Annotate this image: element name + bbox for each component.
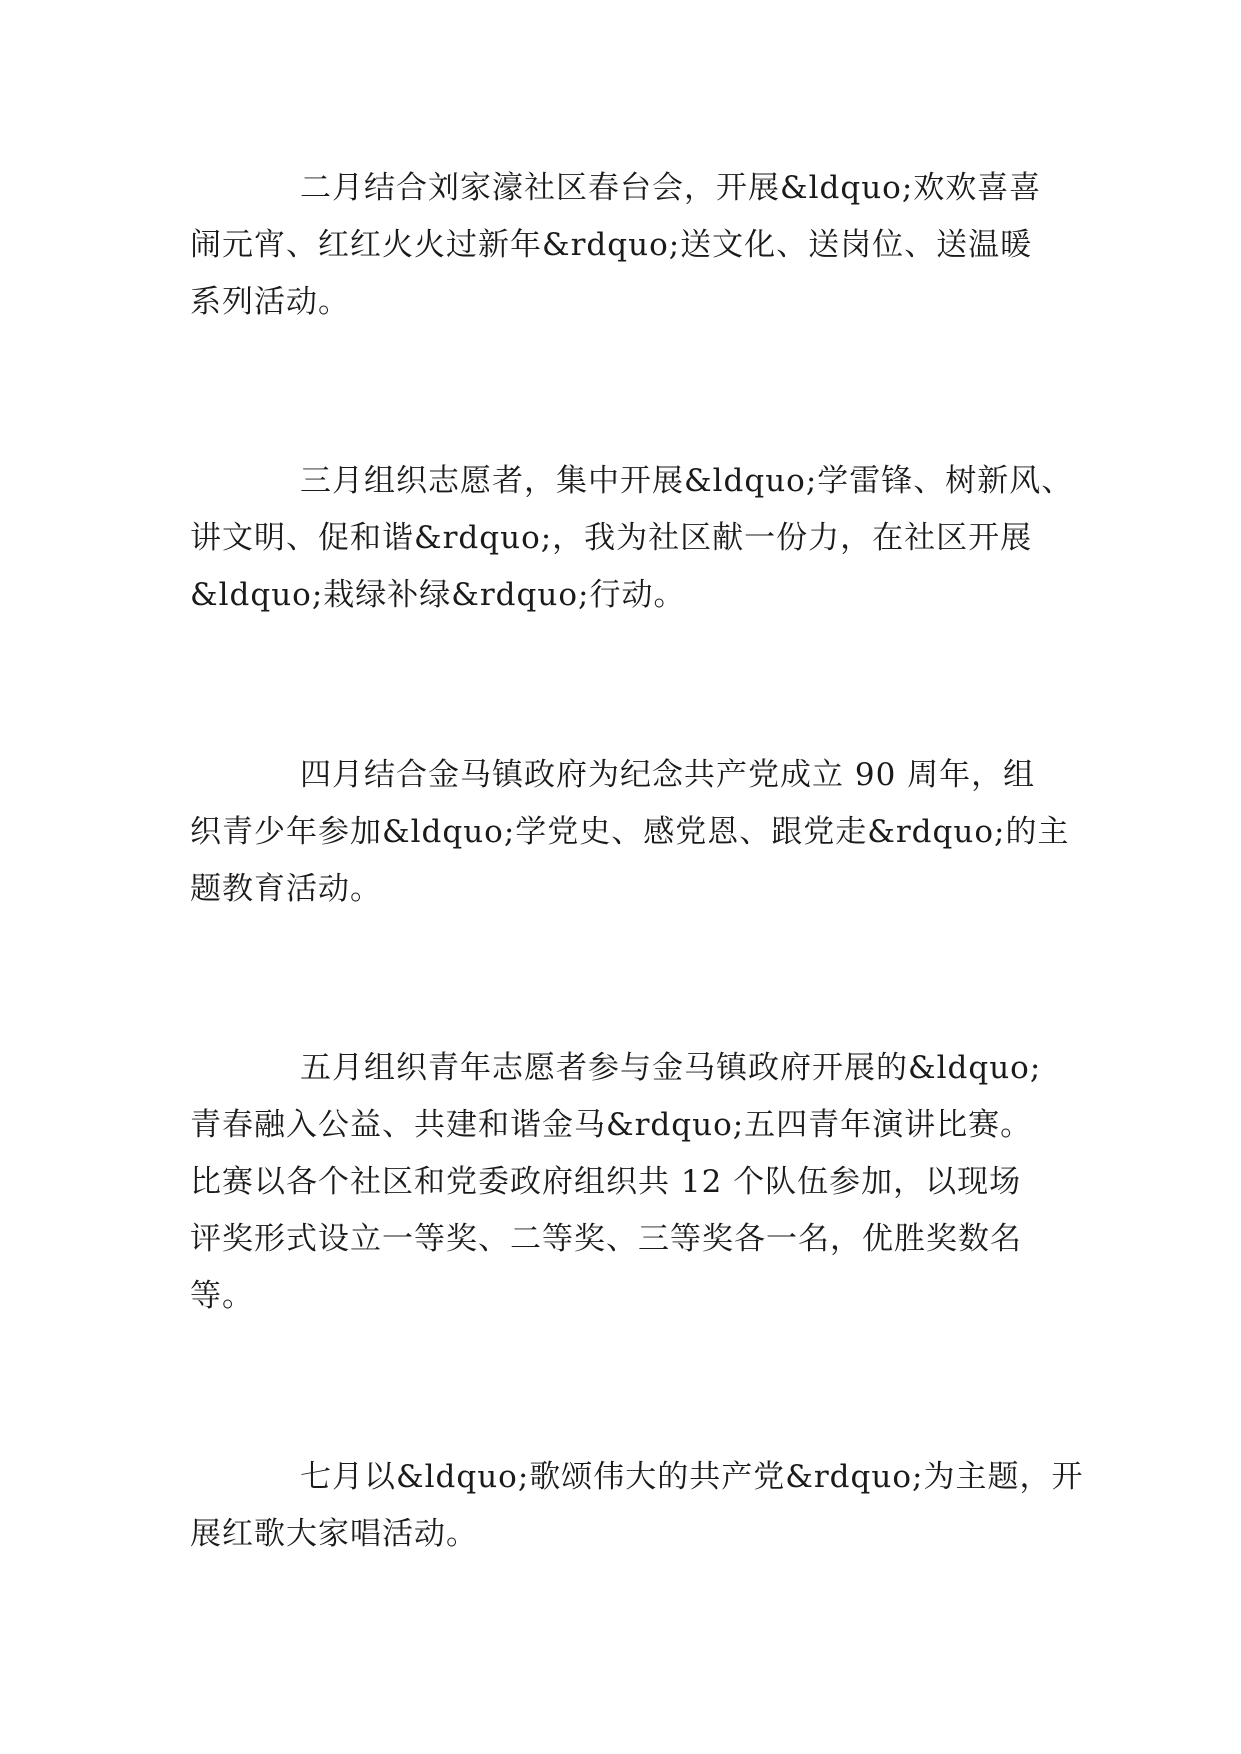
paragraph-line: &ldquo;栽绿补绿&rdquo;行动。 [190, 577, 686, 613]
paragraph-line: 等。 [190, 1278, 254, 1314]
paragraph-line: 五月组织青年志愿者参与金马镇政府开展的&ldquo; [300, 1050, 1042, 1086]
paragraph-line: 题教育活动。 [190, 871, 382, 907]
paragraph-line: 讲文明、促和谐&rdquo;，我为社区献一份力，在社区开展 [190, 520, 1033, 556]
paragraph-march [190, 453, 1074, 624]
paragraph-line: 青春融入公益、共建和谐金马&rdquo;五四青年演讲比赛。 [190, 1107, 1033, 1143]
paragraph-line: 比赛以各个社区和党委政府组织共 12 个队伍参加，以现场 [190, 1164, 1022, 1200]
paragraph-line: 闹元宵、红红火火过新年&rdquo;送文化、送岗位、送温暖 [190, 227, 1033, 263]
paragraph-line: 四月结合金马镇政府为纪念共产党成立 90 周年，组 [300, 757, 1036, 793]
paragraph-may [190, 1040, 1070, 1325]
paragraph-april [190, 747, 1070, 918]
paragraph-line: 织青少年参加&ldquo;学党史、感党恩、跟党走&rdquo;的主 [190, 814, 1070, 850]
paragraph-february [190, 160, 1070, 331]
paragraph-july [190, 1449, 1084, 1563]
paragraph-line: 系列活动。 [190, 284, 350, 320]
paragraph-line: 评奖形式设立一等奖、二等奖、三等奖各一名，优胜奖数名 [190, 1221, 1022, 1257]
paragraph-line: 展红歌大家唱活动。 [190, 1516, 478, 1552]
paragraph-line: 三月组织志愿者，集中开展&ldquo;学雷锋、树新风、 [300, 463, 1074, 499]
paragraph-line: 二月结合刘家濠社区春台会，开展&ldquo;欢欢喜喜 [300, 170, 1042, 206]
paragraph-line: 七月以&ldquo;歌颂伟大的共产党&rdquo;为主题，开 [300, 1459, 1084, 1495]
